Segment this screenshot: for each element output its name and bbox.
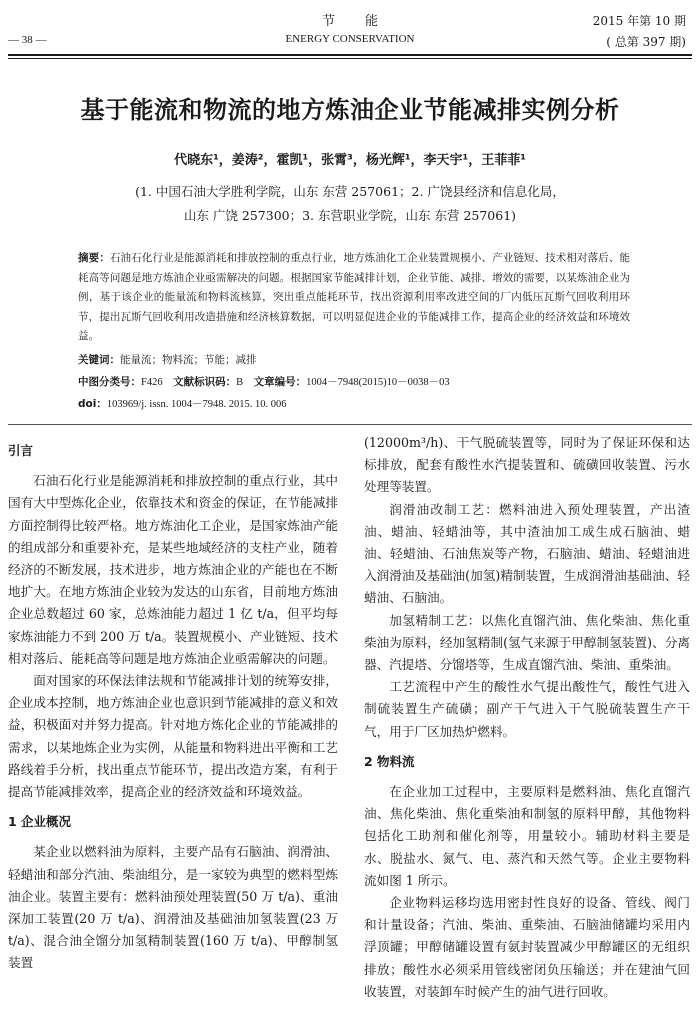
body-paragraph: 面对国家的环保法律法规和节能减排计划的统筹安排，企业成本控制，地方炼油企业也意识到节能减排的意义和效益，积极面对并努力提高。针对地方炼化企业的节能减排的需求，以某地炼企业为实例，从能量和物料进出平衡和工艺路线着手分析，找出重点节能环节，提出改造方案，有利于提高节能减排效率，提高企业的经济效益和环境效益。 xyxy=(8,673,338,800)
body-paragraph: 在企业加工过程中，主要原料是燃料油、焦化直馏汽油、焦化柴油、焦化重柴油和制氢的原料甲醇，其他物料包括化工助剂和催化剂等，用量较小。辅助材料主要是水、脱盐水、氮气、电、蒸汽和天然气等。企业主要物料流如图 1 所示。 xyxy=(364,784,690,888)
doc-code-value: B xyxy=(236,377,244,388)
affiliation-line-2: 山东 广饶 257300；3. 东营职业学院，山东 东营 257061) xyxy=(183,208,517,223)
doc-code-label: 文献标识码： xyxy=(173,376,237,388)
body-paragraph: 企业物料运移均选用密封性良好的设备、管线、阀门和计量设备；汽油、柴油、重柴油、石脑油储罐均采用内浮顶罐；甲醇储罐设置有氨封装置减少甲醇罐区的无组织排放；酸性水必须采用管线密闭负压输送；并在建油气回收装置，对装卸车时候产生的油气进行回收。 xyxy=(364,895,690,999)
body-column-left xyxy=(8,432,338,975)
author-list: 代晓东¹，姜涛²，霍凯¹，张霄³，杨光辉¹，李天宇¹，王菲菲¹ xyxy=(174,153,526,168)
header-rule-thick xyxy=(8,54,692,56)
abstract-text: 石油石化行业是能源消耗和排放控制的重点行业，地方炼油化工企业装置规模小、产业链短、技术相对落后、能耗高等问题是地方炼油企业亟需解决的问题。根据国家节能减排计划，企业节能、减排、增效的需要，以某炼油企业为例，基于该企业的能量流和物料流核算，突出重点能耗环节，找出资源利用率改进空间的厂内低压瓦斯气回收利用环节，提出瓦斯气回收利用改造措施和经济核算数据，可以明显促进企业的节能减排工作，提高企业的经济效益和环境效益。 xyxy=(78,252,631,342)
keywords-label: 关键词： xyxy=(78,354,120,366)
article-title: 基于能流和物流的地方炼油企业节能减排实例分析 xyxy=(80,95,620,124)
clc-label: 中图分类号： xyxy=(78,376,141,388)
doi-value: 103969/j. issn. 1004－7948. 2015. 10. 006 xyxy=(106,399,287,410)
section-heading-intro: 引言 xyxy=(8,443,34,458)
keywords xyxy=(78,352,638,367)
keywords-text: 能量流；物料流；节能；减排 xyxy=(120,355,257,366)
body-paragraph: 工艺流程中产生的酸性水气提出酸性气，酸性气进入制硫装置生产硫磺；副产干气进入干气脱硫装置生产干气，用于厂区加热炉燃料。 xyxy=(364,679,690,739)
section-heading-2: 2 物料流 xyxy=(364,753,415,769)
body-paragraph-continued: (12000m³/h)、干气脱硫装置等，同时为了保证环保和达标排放，配套有酸性水汽提装置和、硫磺回收装置、污水处理等装置。 xyxy=(364,435,690,495)
page-number: — 38 — xyxy=(8,34,47,46)
article-no-label: 文章编号： xyxy=(253,376,307,388)
total-issue-number: ( 总第 397 期) xyxy=(606,35,686,49)
classification-line xyxy=(78,374,638,389)
body-column-right xyxy=(364,432,690,1003)
affiliation-line-1: (1. 中国石油大学胜利学院，山东 东营 257061；2. 广饶县经济和信息化局， xyxy=(135,184,565,199)
issue-number: 2015 年第 10 期 xyxy=(592,14,686,28)
abstract xyxy=(78,249,630,347)
body-paragraph: 加氢精制工艺：以焦化直馏汽油、焦化柴油、焦化重柴油为原料，经加氢精制(氢气来源于甲醇制氢装置)、分离器、汽提塔、分馏塔等，生成直馏汽油、柴油、重柴油。 xyxy=(364,612,690,673)
clc-value: F426 xyxy=(141,377,163,388)
doi-label: doi： xyxy=(78,398,107,410)
article-no-value: 1004－7948(2015)10－0038－03 xyxy=(306,377,450,388)
body-paragraph: 石油石化行业是能源消耗和排放控制的重点行业，其中国有大中型炼化企业，依靠技术和资金的保证，在节能减排方面控制得比较严格。地方炼油化工企业，是国家炼油产能的组成部分和重要补充，是某些地域经济的支柱产业，随着经济的不断发展，技术进步，地方炼油企业的产能也在不断地扩大。在地方炼油企业较为发达的山东省，目前地方炼油企业总数超过 60 家，总炼油能力超过 1 亿 t/a，但平均每家炼油能力不到 200 万 t/a。装置规模小、产业链短、技术相对落后、能耗高等问题是地方炼油企业亟需解决的问题。 xyxy=(8,473,338,666)
section-heading-1: 1 企业概况 xyxy=(8,814,72,830)
abstract-separator xyxy=(8,424,692,425)
page-header xyxy=(0,0,700,66)
abstract-label: 摘要： xyxy=(78,252,110,264)
journal-name-cn: 节能 xyxy=(321,14,408,29)
doi-line xyxy=(78,396,638,411)
header-rule-thin xyxy=(8,58,692,59)
body-paragraph: 某企业以燃料油为原料，主要产品有石脑油、润滑油、轻蜡油和部分汽油、柴油组分，是一家较为典型的燃料型炼油企业。装置主要有：燃料油预处理装置(50 万 t/a)、重油深加工装置(20 万 t/a)、润滑油及基础油加氢装置(23 万 t/a)、混合油全馏分加氢精制装置(160 万 t/a)、甲醇制氢装置 xyxy=(8,844,338,971)
body-paragraph: 润滑油改制工艺：燃料油进入预处理装置，产出渣油、蜡油、轻蜡油等，其中渣油加工成生成石脑油、蜡油、轻蜡油、石油焦炭等产物，石脑油、蜡油、轻蜡油进入润滑油及基础油(加氢)精制装置，生成润滑油基础油、轻蜡油、石脑油。 xyxy=(364,501,690,606)
journal-name-en: ENERGY CONSERVATION xyxy=(285,33,415,45)
